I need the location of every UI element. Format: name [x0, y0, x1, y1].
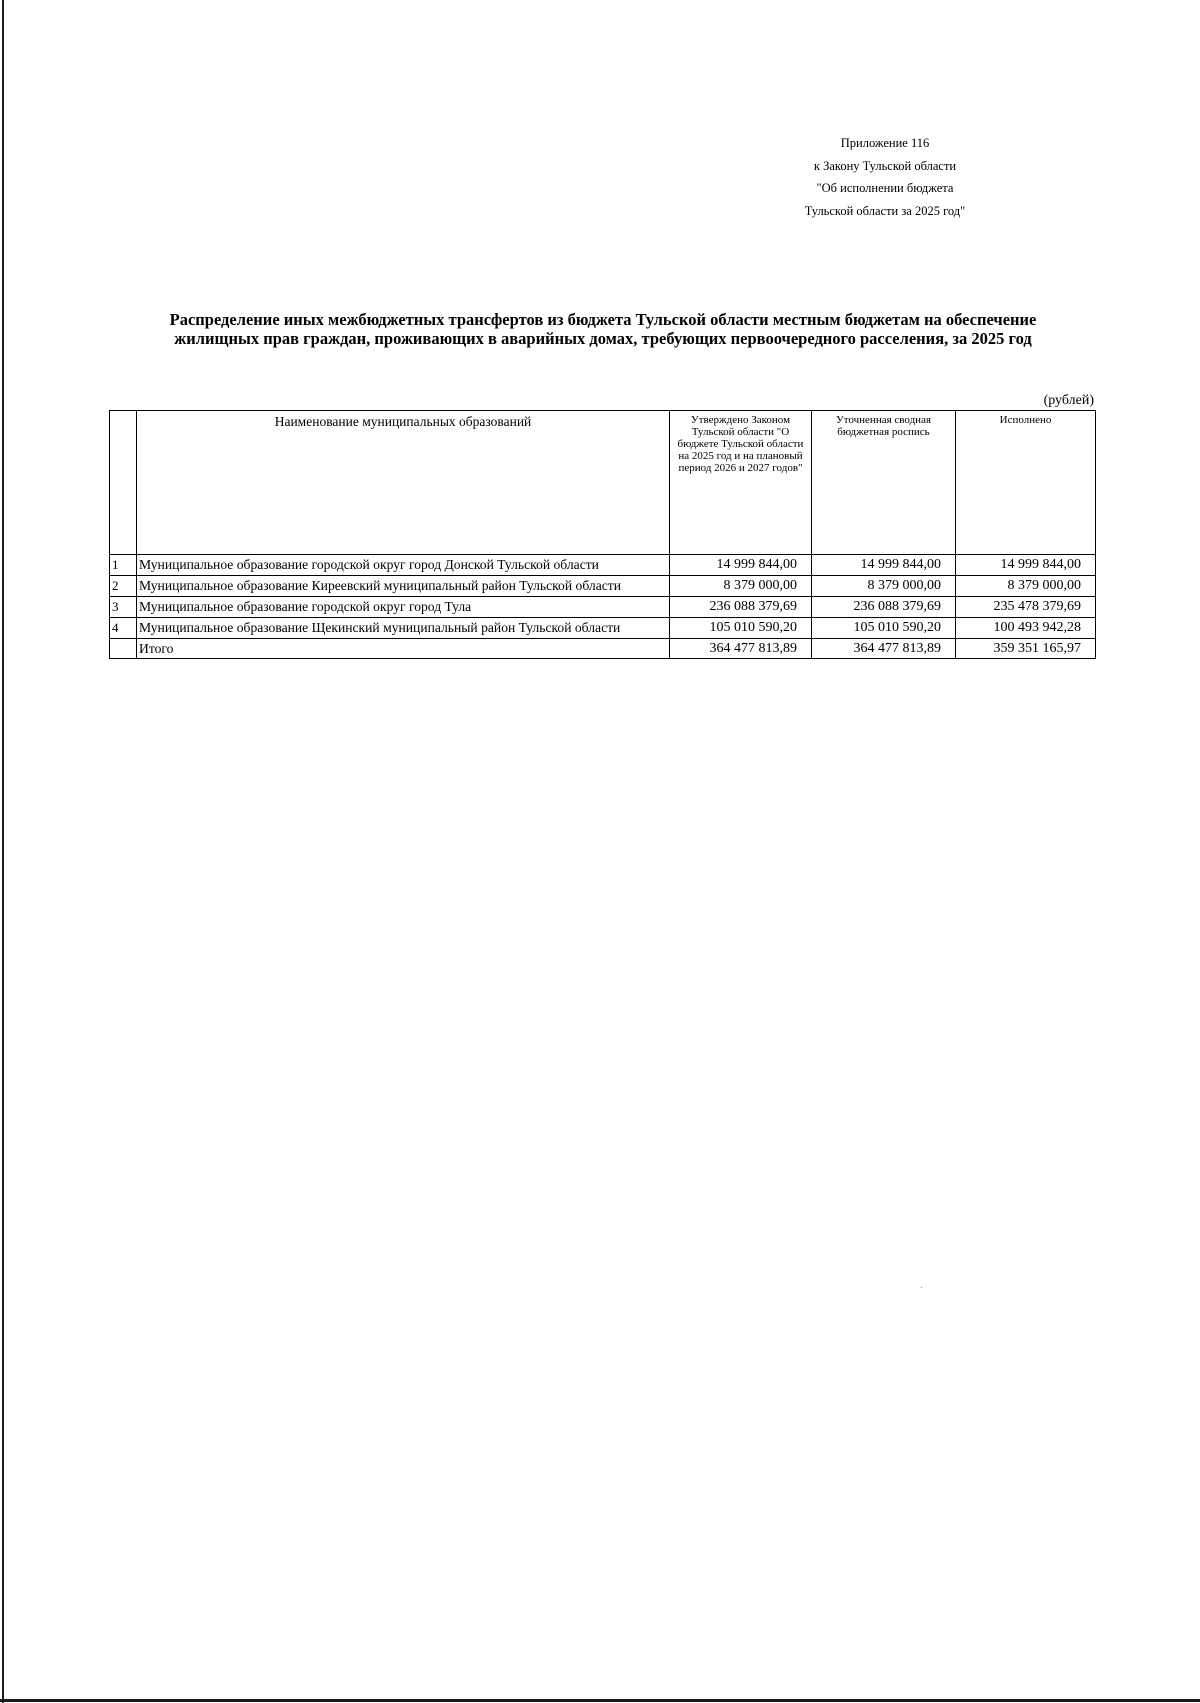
header-approved: Утверждено Законом Тульской области "О бюджете Тульской области на 2025 год и на плановый период 2026 и 2027 годов" — [670, 411, 812, 555]
appendix-number: Приложение 116 — [840, 136, 930, 150]
row-executed: 14 999 844,00 — [956, 555, 1096, 576]
row-executed: 235 478 379,69 — [956, 597, 1096, 618]
header-index — [110, 411, 137, 555]
row-municipality-name: Муниципальное образование Щекинский муниципальный район Тульской области — [137, 618, 670, 639]
total-refined: 364 477 813,89 — [812, 639, 956, 659]
table-total-row — [110, 639, 1096, 659]
scan-speck — [921, 1287, 922, 1288]
row-index: 1 — [110, 555, 137, 576]
row-approved: 236 088 379,69 — [670, 597, 812, 618]
row-executed: 8 379 000,00 — [956, 576, 1096, 597]
row-refined: 8 379 000,00 — [812, 576, 956, 597]
scan-left-edge — [2, 0, 4, 1703]
row-index: 3 — [110, 597, 137, 618]
document-title-line-2: жилищных прав граждан, проживающих в аварийных домах, требующих первоочередного расселения, за 2025 год — [174, 329, 1032, 348]
appendix-law-ref: к Закону Тульской области — [813, 158, 957, 173]
row-refined: 105 010 590,20 — [812, 618, 956, 639]
header-municipality-name: Наименование муниципальных образований — [137, 411, 670, 555]
row-refined: 236 088 379,69 — [812, 597, 956, 618]
row-index: 2 — [110, 576, 137, 597]
total-label: Итого — [137, 639, 670, 659]
table-row — [110, 576, 1096, 597]
table-row — [110, 618, 1096, 639]
total-approved: 364 477 813,89 — [670, 639, 812, 659]
row-approved: 8 379 000,00 — [670, 576, 812, 597]
table-row — [110, 597, 1096, 618]
appendix-law-title-2: Тульской области за 2025 год" — [804, 203, 966, 218]
document-title-line-1: Распределение иных межбюджетных трансфертов из бюджета Тульской области местным бюджетам на обеспечение — [169, 310, 1037, 329]
table-header-row — [110, 411, 1096, 555]
units-label: (рублей) — [1043, 393, 1094, 408]
appendix-law-title-1: "Об исполнении бюджета — [816, 181, 954, 195]
row-refined: 14 999 844,00 — [812, 555, 956, 576]
document-title — [100, 310, 1106, 348]
total-executed: 359 351 165,97 — [956, 639, 1096, 659]
table-row — [110, 555, 1096, 576]
row-municipality-name: Муниципальное образование городской округ город Донской Тульской области — [137, 555, 670, 576]
total-index — [110, 639, 137, 659]
row-index: 4 — [110, 618, 137, 639]
row-approved: 14 999 844,00 — [670, 555, 812, 576]
transfers-table — [109, 410, 1096, 659]
header-executed: Исполнено — [956, 411, 1096, 555]
row-approved: 105 010 590,20 — [670, 618, 812, 639]
header-refined: Уточненная сводная бюджетная роспись — [812, 411, 956, 555]
row-municipality-name: Муниципальное образование городской округ город Тула — [137, 597, 670, 618]
row-municipality-name: Муниципальное образование Киреевский муниципальный район Тульской области — [137, 576, 670, 597]
row-executed: 100 493 942,28 — [956, 618, 1096, 639]
appendix-header — [760, 132, 1010, 222]
scan-bottom-edge — [0, 1699, 1200, 1702]
